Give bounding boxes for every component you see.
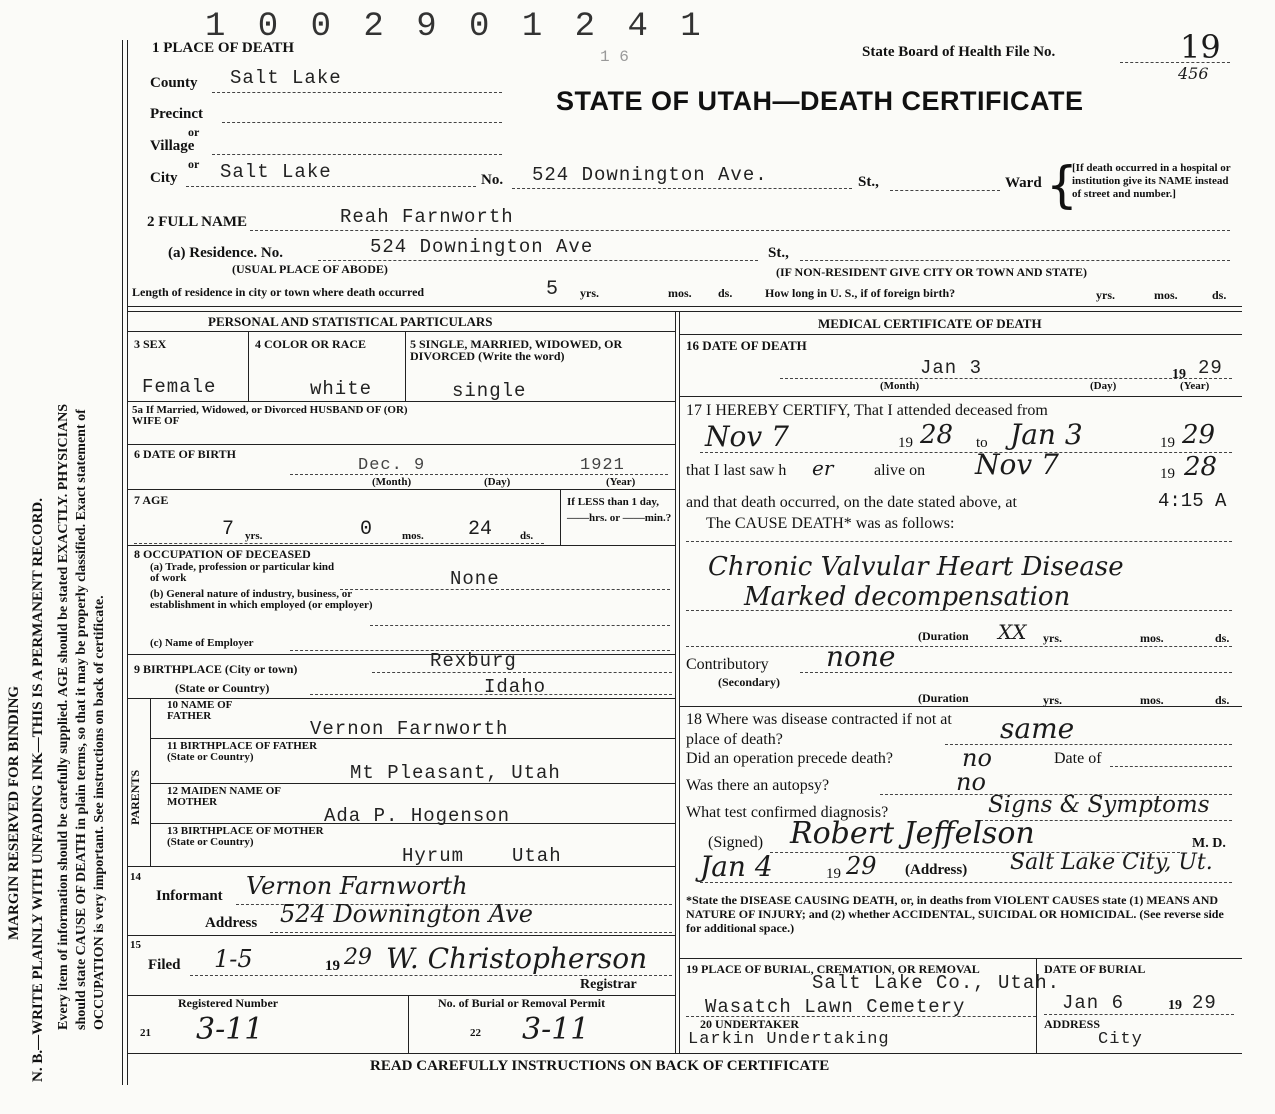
occupation-b-label: (b) General nature of industry, business, or establishment in which employed (or employer) <box>150 588 373 611</box>
attended-to-year: 29 <box>1182 420 1216 450</box>
date-burial-label: DATE OF BURIAL <box>1044 962 1146 976</box>
physician-address-value: Salt Lake City, Ut. <box>1010 850 1213 875</box>
precinct-label: Precinct <box>150 106 204 122</box>
last-saw-date: Nov 7 <box>975 448 1059 481</box>
registrar-signature: W. Christopherson <box>386 942 648 975</box>
physician-address-label: (Address) <box>905 862 968 878</box>
death-year: 29 <box>1198 357 1223 379</box>
md-label: M. D. <box>1192 836 1226 851</box>
burial-place-2: Wasatch Lawn Cemetery <box>705 996 966 1018</box>
mother-birthplace-state: Utah <box>512 845 562 867</box>
residence-st-label: St., <box>768 245 789 261</box>
secondary-label: (Secondary) <box>718 675 780 689</box>
from-year-prefix: 19 <box>898 435 913 451</box>
ds-label: ds. <box>1212 288 1227 302</box>
registered-number-label: Registered Number <box>178 996 279 1010</box>
city-label: City <box>150 170 178 186</box>
contributory-value: none <box>826 640 896 673</box>
margin-instructions-1: Every item of information should be carefully supplied. AGE should be stated EXACTLY. PHYSICIANS <box>56 403 71 1030</box>
alive-on-label: alive on <box>874 462 926 479</box>
month-label: (Month) <box>372 476 412 488</box>
dob-year: 1921 <box>580 456 625 475</box>
filed-year: 29 <box>344 945 372 970</box>
operation-label: Did an operation precede death? <box>686 750 894 767</box>
occupation-value: None <box>450 568 500 590</box>
certificate-stamp: 1 6 <box>600 48 629 66</box>
mos-label: mos. <box>1140 693 1164 707</box>
birthplace-state: Idaho <box>484 676 547 698</box>
medical-header: MEDICAL CERTIFICATE OF DEATH <box>818 316 1042 331</box>
column-divider <box>679 311 680 1053</box>
state-country-label: (State or Country) <box>175 681 270 695</box>
residence-value: 524 Downington Ave <box>370 236 594 258</box>
yrs-label: yrs. <box>1043 631 1062 645</box>
county-value: Salt Lake <box>230 67 342 89</box>
informant-no: 14 <box>130 871 141 883</box>
undertaker-address-value: City <box>1098 1030 1143 1049</box>
last-saw-year: 28 <box>1184 452 1218 482</box>
personal-header: PERSONAL AND STATISTICAL PARTICULARS <box>208 314 493 329</box>
death-occurred-label: and that death occurred, on the date stated above, at <box>686 494 1017 511</box>
year-label: (Year) <box>606 476 636 488</box>
date-of-death-label: 16 DATE OF DEATH <box>686 338 807 353</box>
death-time: 4:15 A <box>1158 490 1227 512</box>
filed-year-prefix: 19 <box>325 958 340 974</box>
sex-label: 3 SEX <box>134 337 167 351</box>
occupation-c-label: (c) Name of Employer <box>150 637 254 649</box>
signed-date: Jan 4 <box>700 850 773 883</box>
ds-label: ds. <box>1215 693 1230 707</box>
address-label: Address <box>205 915 258 931</box>
duration-label: (Duration <box>918 629 969 643</box>
informant-label: Informant <box>156 888 223 904</box>
margin-instructions-2: should state CAUSE OF DEATH in plain terms, so that it may be properly classified. Exact statement of <box>74 409 89 1030</box>
signed-label: (Signed) <box>708 834 764 851</box>
burial-permit-value: 3-11 <box>522 1012 590 1047</box>
father-birthplace-label: 11 BIRTHPLACE OF FATHER (State or Country) <box>167 740 318 763</box>
place-of-death-label: 1 PLACE OF DEATH <box>152 40 295 56</box>
day-label: (Day) <box>1090 380 1117 392</box>
file-no-label: State Board of Health File No. <box>862 44 1056 60</box>
autopsy-value: no <box>956 768 986 796</box>
marital-label: 5 SINGLE, MARRIED, WIDOWED, OR DIVORCED (Write the word) <box>410 337 623 363</box>
mos-label: mos. <box>1140 631 1164 645</box>
autopsy-label: Was there an autopsy? <box>686 777 830 794</box>
age-days: 24 <box>468 518 493 541</box>
age-months: 0 <box>360 518 373 541</box>
day-label: (Day) <box>484 476 511 488</box>
filed-date: 1-5 <box>214 945 253 973</box>
margin-instructions-3: OCCUPATION is very important. See instructions on back of certificate. <box>92 595 107 1030</box>
burial-year: 29 <box>1192 992 1217 1014</box>
filed-label: Filed <box>148 957 181 973</box>
form-left-border <box>127 40 128 1085</box>
length-residence-value: 5 <box>546 278 560 301</box>
form-bottom-border <box>127 1053 1242 1054</box>
length-residence-label: Length of residence in city or town where death occurred <box>132 285 425 299</box>
mos-label: mos. <box>1154 288 1178 302</box>
father-label: 10 NAME OF FATHER <box>167 699 232 722</box>
birthplace-city: Rexburg <box>430 650 517 672</box>
dob-label: 6 DATE OF BIRTH <box>134 447 236 461</box>
duration-label: (Duration <box>918 691 969 705</box>
sex-value: Female <box>142 376 217 398</box>
date-of-label: Date of <box>1054 750 1102 767</box>
ds-label: ds. <box>520 530 534 542</box>
mos-label: mos. <box>668 286 692 300</box>
marital-value: single <box>452 380 527 402</box>
city-value: Salt Lake <box>220 161 332 183</box>
certificate-title: STATE OF UTAH—DEATH CERTIFICATE <box>556 86 1084 116</box>
operation-value: no <box>962 744 992 772</box>
parents-label: PARENTS <box>128 769 142 825</box>
last-saw-label: that I last saw h <box>686 462 787 479</box>
attended-to: Jan 3 <box>1010 418 1083 451</box>
informant-value: Vernon Farnworth <box>246 872 468 900</box>
dob-month-day: Dec. 9 <box>358 456 426 475</box>
undertaker-value: Larkin Undertaking <box>688 1030 890 1049</box>
hospital-note: [If death occurred in a hospital or institution give its NAME instead of street and number.] <box>1072 162 1231 200</box>
test-label: What test confirmed diagnosis? <box>686 804 889 821</box>
year-label: (Year) <box>1180 380 1210 392</box>
field-22: 22 <box>470 1027 481 1039</box>
certificate-number: 1 0 0 2 9 0 1 2 4 1 <box>205 8 707 46</box>
cause-line-1: Chronic Valvular Heart Disease <box>708 552 1124 582</box>
signed-year-prefix: 19 <box>826 866 841 882</box>
margin-ink-note: N. B.—WRITE PLAINLY WITH UNFADING INK—THIS IS A PERMANENT RECORD. <box>30 498 46 1082</box>
death-month-day: Jan 3 <box>920 357 983 379</box>
physician-signature: Robert Jeffelson <box>790 816 1035 851</box>
to-year-prefix: 19 <box>1160 435 1175 451</box>
if-less-label: If LESS than 1 day, ——hrs. or ——min.? <box>567 496 672 524</box>
spouse-label: 5a If Married, Widowed, or Divorced HUSBAND OF (OR) WIFE OF <box>132 404 408 427</box>
undertaker-label: 20 UNDERTAKER <box>700 1017 800 1031</box>
or-label: or <box>188 157 200 171</box>
margin-binding-note: MARGIN RESERVED FOR BINDING <box>6 685 22 940</box>
occupation-label: 8 OCCUPATION OF DECEASED <box>134 547 311 561</box>
last-saw-her: er <box>812 456 834 480</box>
footnote: *State the DISEASE CAUSING DEATH, or, in deaths from VIOLENT CAUSES state (1) MEANS AND NATURE OF INJURY; and (2) whether ACCIDENTAL, SUICIDAL OR HOMICIDAL. (See reverse side for additional space.) <box>686 893 1224 935</box>
mother-birthplace-label: 13 BIRTHPLACE OF MOTHER (State or Country) <box>167 825 324 848</box>
burial-place-1: Salt Lake Co., Utah. <box>812 972 1061 994</box>
street-value: 524 Downington Ave. <box>532 164 768 186</box>
village-label: Village <box>150 138 195 154</box>
yrs-label: yrs. <box>580 286 599 300</box>
death-year-prefix: 19 <box>1172 367 1186 382</box>
age-years: 7 <box>222 518 235 541</box>
or-label: or <box>188 125 200 139</box>
occupation-a-label: (a) Trade, profession or particular kind of work <box>150 561 335 584</box>
certify-label: 17 I HEREBY CERTIFY, That I attended deceased from <box>686 402 1048 419</box>
usual-abode-label: (USUAL PLACE OF ABODE) <box>232 262 388 276</box>
attended-from: Nov 7 <box>705 420 789 453</box>
to-label: to <box>976 435 988 451</box>
contracted-value: same <box>1000 712 1075 745</box>
mos-label: mos. <box>402 530 424 542</box>
birthplace-label: 9 BIRTHPLACE (City or town) <box>134 662 298 676</box>
duration-years: XX <box>998 620 1027 644</box>
yrs-label: yrs. <box>245 530 263 542</box>
burial-place-label: 19 PLACE OF BURIAL, CREMATION, OR REMOVAL <box>686 962 980 976</box>
ds-label: ds. <box>1215 631 1230 645</box>
residence-label: (a) Residence. No. <box>168 245 283 261</box>
age-label: 7 AGE <box>134 493 169 507</box>
filed-no: 15 <box>130 939 141 951</box>
contracted-label: 18 Where was disease contracted if not at place of death? <box>686 711 952 748</box>
father-value: Vernon Farnworth <box>310 718 509 740</box>
contributory-label: Contributory <box>686 656 769 673</box>
father-birthplace-value: Mt Pleasant, Utah <box>350 762 561 784</box>
last-saw-year-prefix: 19 <box>1160 466 1175 482</box>
bottom-instruction: READ CAREFULLY INSTRUCTIONS ON BACK OF CERTIFICATE <box>370 1058 830 1074</box>
burial-permit-label: No. of Burial or Removal Permit <box>438 996 606 1010</box>
cause-label: The CAUSE DEATH* was as follows: <box>706 515 955 532</box>
section-divider <box>127 306 1242 307</box>
registrar-label: Registrar <box>580 977 637 992</box>
ward-label: Ward <box>1005 175 1042 191</box>
full-name-label: 2 FULL NAME <box>147 214 248 230</box>
test-value: Signs & Symptoms <box>988 792 1210 818</box>
undertaker-address-label: ADDRESS <box>1044 1017 1101 1031</box>
brace-icon: { <box>1046 156 1078 214</box>
yrs-label: yrs. <box>1043 693 1062 707</box>
mother-birthplace-city: Hyrum <box>402 845 465 867</box>
attended-from-year: 28 <box>920 420 954 450</box>
street-no-label: No. <box>481 172 504 188</box>
month-label: (Month) <box>880 380 920 392</box>
yrs-label: yrs. <box>1096 288 1115 302</box>
cause-line-2: Marked decompensation <box>744 582 1071 612</box>
color-value: white <box>310 378 373 400</box>
county-label: County <box>150 75 198 91</box>
file-no-value: 19 <box>1180 28 1221 66</box>
signed-year: 29 <box>846 852 877 880</box>
field-21: 21 <box>140 1027 151 1039</box>
st-label: St., <box>858 174 879 190</box>
mother-maiden-label: 12 MAIDEN NAME OF MOTHER <box>167 785 281 808</box>
color-label: 4 COLOR OR RACE <box>255 337 367 351</box>
non-resident-label: (IF NON-RESIDENT GIVE CITY OR TOWN AND STATE) <box>776 265 1088 279</box>
burial-year-prefix: 19 <box>1168 998 1182 1013</box>
file-no-sub: 456 <box>1178 64 1209 83</box>
full-name-value: Reah Farnworth <box>340 206 514 228</box>
ds-label: ds. <box>718 286 733 300</box>
how-long-us-label: How long in U. S., if of foreign birth? <box>765 286 956 300</box>
registered-number-value: 3-11 <box>196 1012 264 1047</box>
informant-address-value: 524 Downington Ave <box>280 900 533 928</box>
mother-value: Ada P. Hogenson <box>324 805 511 827</box>
burial-date: Jan 6 <box>1062 992 1125 1014</box>
